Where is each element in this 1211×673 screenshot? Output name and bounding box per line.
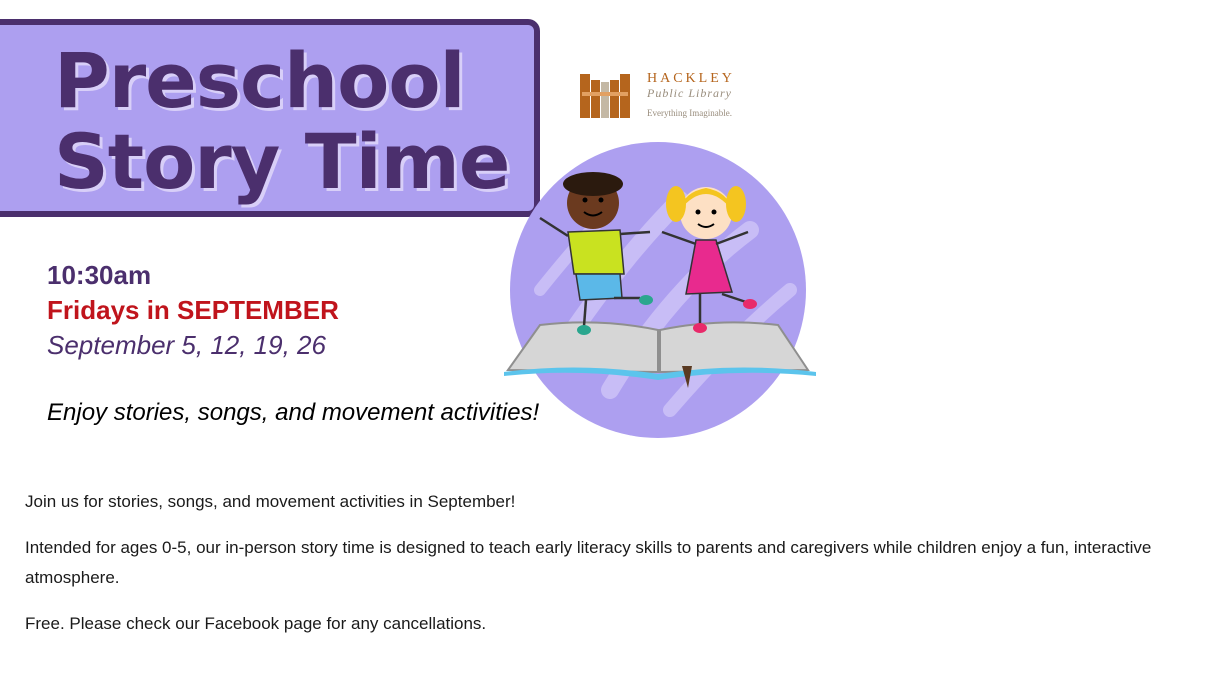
children-reading-book-illustration (500, 140, 820, 440)
event-dates: September 5, 12, 19, 26 (47, 330, 326, 360)
library-slogan: Everything Imaginable. (647, 108, 732, 118)
event-description (25, 487, 1175, 655)
description-paragraph-1: Join us for stories, songs, and movement activities in September! (25, 492, 516, 511)
title-line-1: Preschool (54, 36, 465, 125)
event-tagline: Enjoy stories, songs, and movement activities! (47, 399, 540, 426)
library-name: HACKLEY (647, 71, 735, 86)
library-logo (580, 70, 760, 122)
library-logo-icon (580, 72, 636, 120)
title-line-2: Story Time (54, 117, 510, 206)
description-paragraph-2: Intended for ages 0-5, our in-person story time is designed to teach early literacy skills to parents and caregivers while children enjoy a fun, interactive atmosphere. (25, 538, 1152, 587)
event-banner (0, 0, 820, 440)
event-time: 10:30am (47, 260, 152, 290)
description-paragraph-3: Free. Please check our Facebook page for any cancellations. (25, 614, 487, 633)
library-subtitle: Public Library (647, 86, 732, 100)
event-days: Fridays in SEPTEMBER (47, 295, 339, 325)
